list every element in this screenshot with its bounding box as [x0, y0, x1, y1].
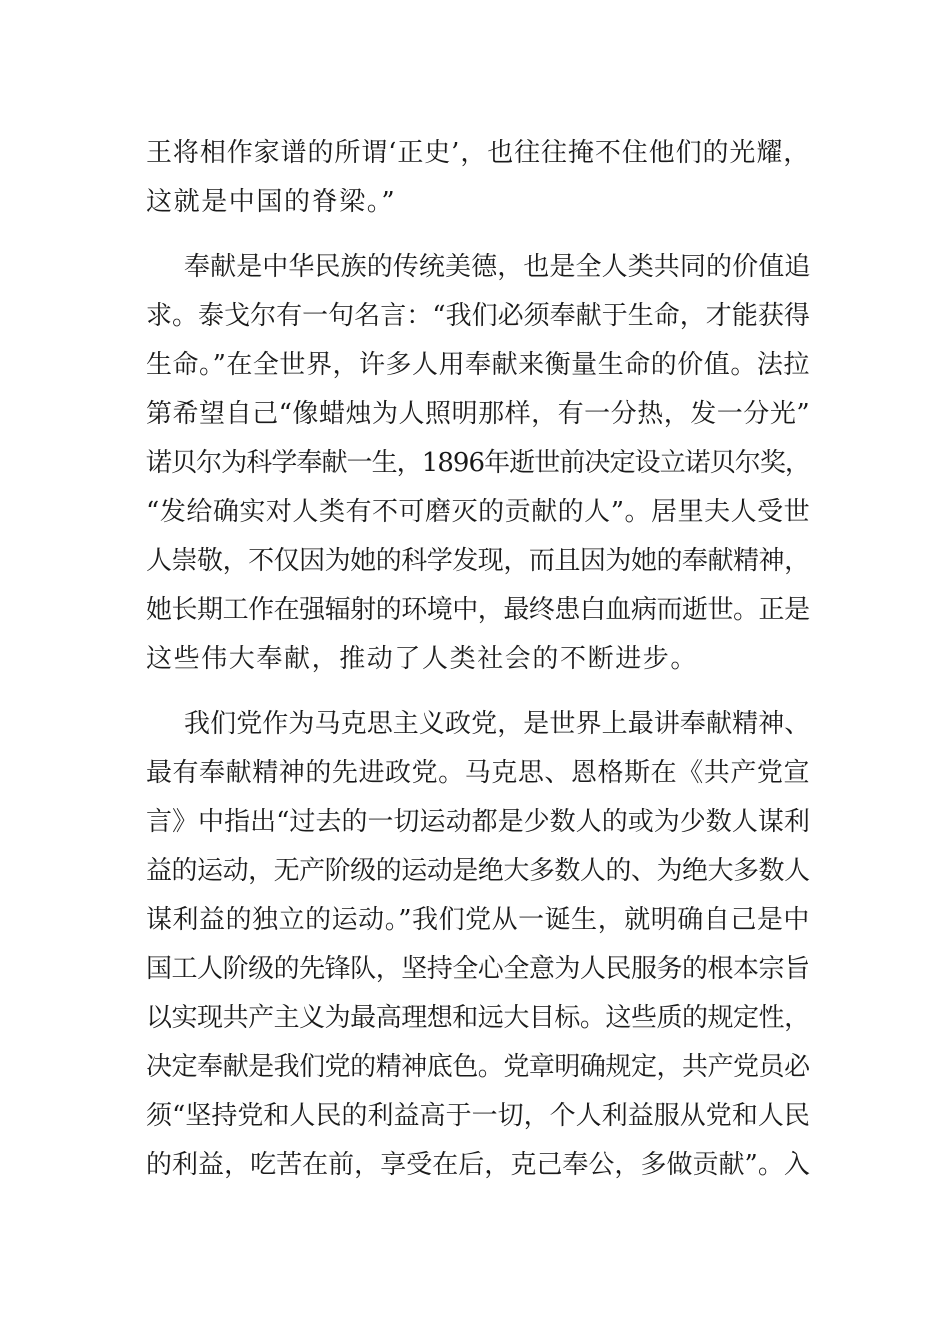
text-line: 她长期工作在强辐射的环境中，最终患白血病而逝世。正是 [146, 595, 810, 625]
text-line: 人崇敬，不仅因为她的科学发现，而且因为她的奉献精神， [146, 546, 810, 576]
text-line: 我们党作为马克思主义政党，是世界上最讲奉献精神、 [184, 709, 811, 739]
text-line: 言》中指出“过去的一切运动都是少数人的或为少数人谋利 [146, 807, 810, 837]
text-line: 须“坚持党和人民的利益高于一切，个人利益服从党和人民 [146, 1101, 810, 1131]
text-line: 第希望自己“像蜡烛为人照明那样，有一分热，发一分光” [146, 399, 811, 429]
text-line: 求。泰戈尔有一句名言：“我们必须奉献于生命，才能获得 [146, 301, 810, 331]
text-line: 决定奉献是我们党的精神底色。党章明确规定，共产党员必 [146, 1052, 810, 1082]
text-line: 最有奉献精神的先进政党。马克思、恩格斯在《共产党宣 [146, 758, 811, 788]
text-line: 诺贝尔为科学奉献一生，1896年逝世前决定设立诺贝尔奖， [146, 448, 810, 478]
text-line: 国工人阶级的先锋队，坚持全心全意为人民服务的根本宗旨 [146, 954, 810, 984]
text-line: 这就是中国的脊梁。” [146, 187, 397, 217]
text-line: 奉献是中华民族的传统美德，也是全人类共同的价值追 [184, 252, 811, 282]
text-line: 生命。”在全世界，许多人用奉献来衡量生命的价值。法拉 [146, 350, 810, 380]
text-line: 益的运动，无产阶级的运动是绝大多数人的、为绝大多数人 [146, 856, 810, 886]
text-line: 这些伟大奉献，推动了人类社会的不断进步。 [146, 644, 699, 674]
text-line: 王将相作家谱的所谓‘正史’，也往往掩不住他们的光耀， [146, 138, 811, 168]
text-line: 以实现共产主义为最高理想和远大目标。这些质的规定性， [146, 1003, 810, 1033]
text-line: “发给确实对人类有不可磨灭的贡献的人”。居里夫人受世 [146, 497, 811, 527]
text-line: 的利益，吃苦在前，享受在后，克己奉公，多做贡献”。入 [146, 1150, 810, 1180]
text-line: 谋利益的独立的运动。”我们党从一诞生，就明确自己是中 [146, 905, 810, 935]
